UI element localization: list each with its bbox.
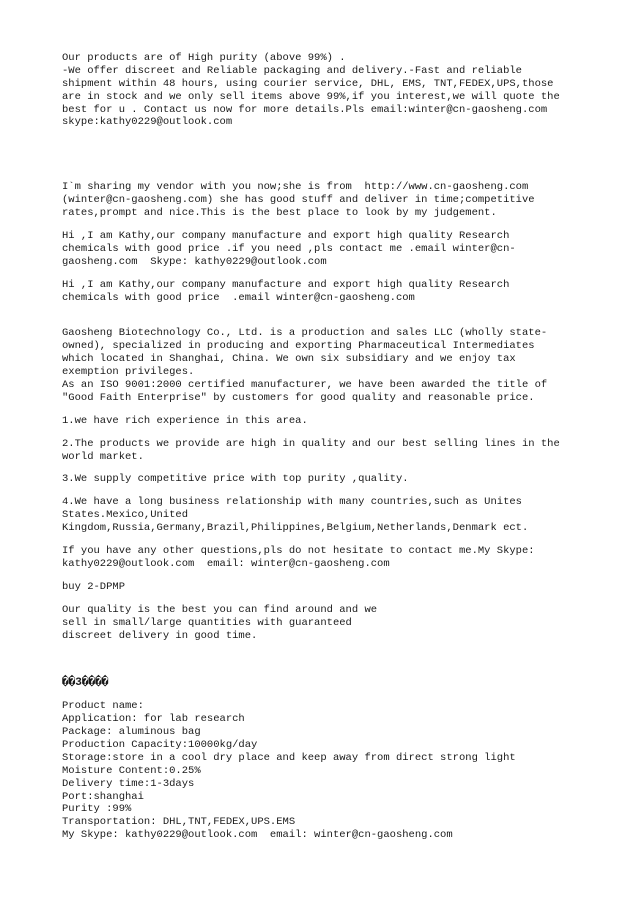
text-line: rates,prompt and nice.This is the best place to look by my judgement. [62, 207, 497, 220]
text-line: world market. [62, 450, 144, 463]
text-line: Hi ,I am Kathy,our company manufacture and export high quality Research [62, 278, 510, 291]
text-line: (winter@cn-gaosheng.com) she has good stuff and deliver in time;competitive [62, 194, 535, 207]
text-line: -We offer discreet and Reliable packaging and delivery.-Fast and reliable [62, 64, 522, 77]
spec-line: Storage:store in a cool dry place and keep away from direct strong light [62, 751, 516, 764]
text-line: shipment within 48 hours, using courier service, DHL, EMS, TNT,FEDEX,UPS,those [62, 77, 554, 90]
text-line: If you have any other questions,pls do not hesitate to contact me.My Skype: [62, 545, 535, 558]
text-line: 1.we have rich experience in this area. [62, 414, 308, 427]
text-line: skype:kathy0229@outlook.com [62, 116, 233, 129]
text-line: Kingdom,Russia,Germany,Brazil,Philippines,Belgium,Netherlands,Denmark ect. [62, 522, 529, 535]
point-2 [62, 438, 582, 464]
kathy-paragraph-1 [62, 230, 582, 269]
kathy-paragraph-2 [62, 279, 582, 305]
quality-paragraph [62, 604, 582, 643]
text-line: As an ISO 9001:2000 certified manufacturer, we have been awarded the title of [62, 379, 548, 392]
point-1 [62, 415, 582, 428]
spec-line: Delivery time:1-3days [62, 777, 195, 790]
text-line: best for u . Contact us now for more details.Pls email:winter@cn-gaosheng.com [62, 103, 548, 116]
intro-paragraph [62, 52, 582, 129]
text-line: "Good Faith Enterprise" by customers for good quality and reasonable price. [62, 391, 535, 404]
spec-line: Port:shanghai [62, 790, 144, 803]
buy-line [62, 581, 582, 594]
vendor-paragraph [62, 181, 582, 220]
spec-line: Application: for lab research [62, 713, 245, 726]
spec-line: My Skype: kathy0229@outlook.com email: winter@cn-gaosheng.com [62, 829, 453, 842]
text-line: 4.We have a long business relationship with many countries,such as Unites [62, 496, 522, 509]
product-specs [62, 700, 582, 842]
text-line: gaosheng.com Skype: kathy0229@outlook.com [62, 255, 327, 268]
spec-line: Production Capacity:10000kg/day [62, 738, 258, 751]
text-line: 2.The products we provide are high in quality and our best selling lines in the [62, 437, 560, 450]
text-line: Our products are of High purity (above 99%) . [62, 52, 346, 64]
text-line: chemicals with good price .if you need ,pls contact me .email winter@cn- [62, 242, 516, 255]
text-line: Gaosheng Biotechnology Co., Ltd. is a production and sales LLC (wholly state- [62, 327, 548, 340]
text-line: sell in small/large quantities with guaranteed [62, 616, 352, 629]
text-line: ��3���� [62, 677, 109, 690]
spec-line: Moisture Content:0.25% [62, 764, 201, 777]
text-line: owned), specialized in producing and exporting Pharmaceutical Intermediates [62, 340, 535, 353]
text-line: are in stock and we only sell items above 99%,if you interest,we will quote the [62, 90, 560, 103]
text-line: States.Mexico,United [62, 509, 189, 522]
text-line: exemption privileges. [62, 366, 195, 379]
text-line: which located in Shanghai, China. We own six subsidiary and we enjoy tax [62, 353, 516, 366]
spec-line: Transportation: DHL,TNT,FEDEX,UPS.EMS [62, 816, 296, 829]
text-line: 3.We supply competitive price with top purity ,quality. [62, 473, 409, 486]
text-line: Our quality is the best you can find around and we [62, 603, 378, 616]
text-line: chemicals with good price .email winter@cn-gaosheng.com [62, 291, 415, 304]
garbled-heading [62, 677, 582, 690]
spec-line: Product name: [62, 700, 144, 713]
point-3 [62, 473, 582, 486]
point-4 [62, 496, 582, 535]
text-line: I`m sharing my vendor with you now;she is from http://www.cn-gaosheng.com [62, 181, 529, 194]
text-line: Hi ,I am Kathy,our company manufacture and export high quality Research [62, 230, 510, 243]
spec-line: Purity :99% [62, 803, 132, 816]
document-page [62, 52, 582, 842]
spec-line: Package: aluminous bag [62, 726, 201, 739]
text-line: discreet delivery in good time. [62, 629, 258, 642]
text-line: kathy0229@outlook.com email: winter@cn-gaosheng.com [62, 557, 390, 570]
company-paragraph [62, 327, 582, 404]
text-line: buy 2-DPMP [62, 580, 126, 593]
contact-paragraph [62, 545, 582, 571]
